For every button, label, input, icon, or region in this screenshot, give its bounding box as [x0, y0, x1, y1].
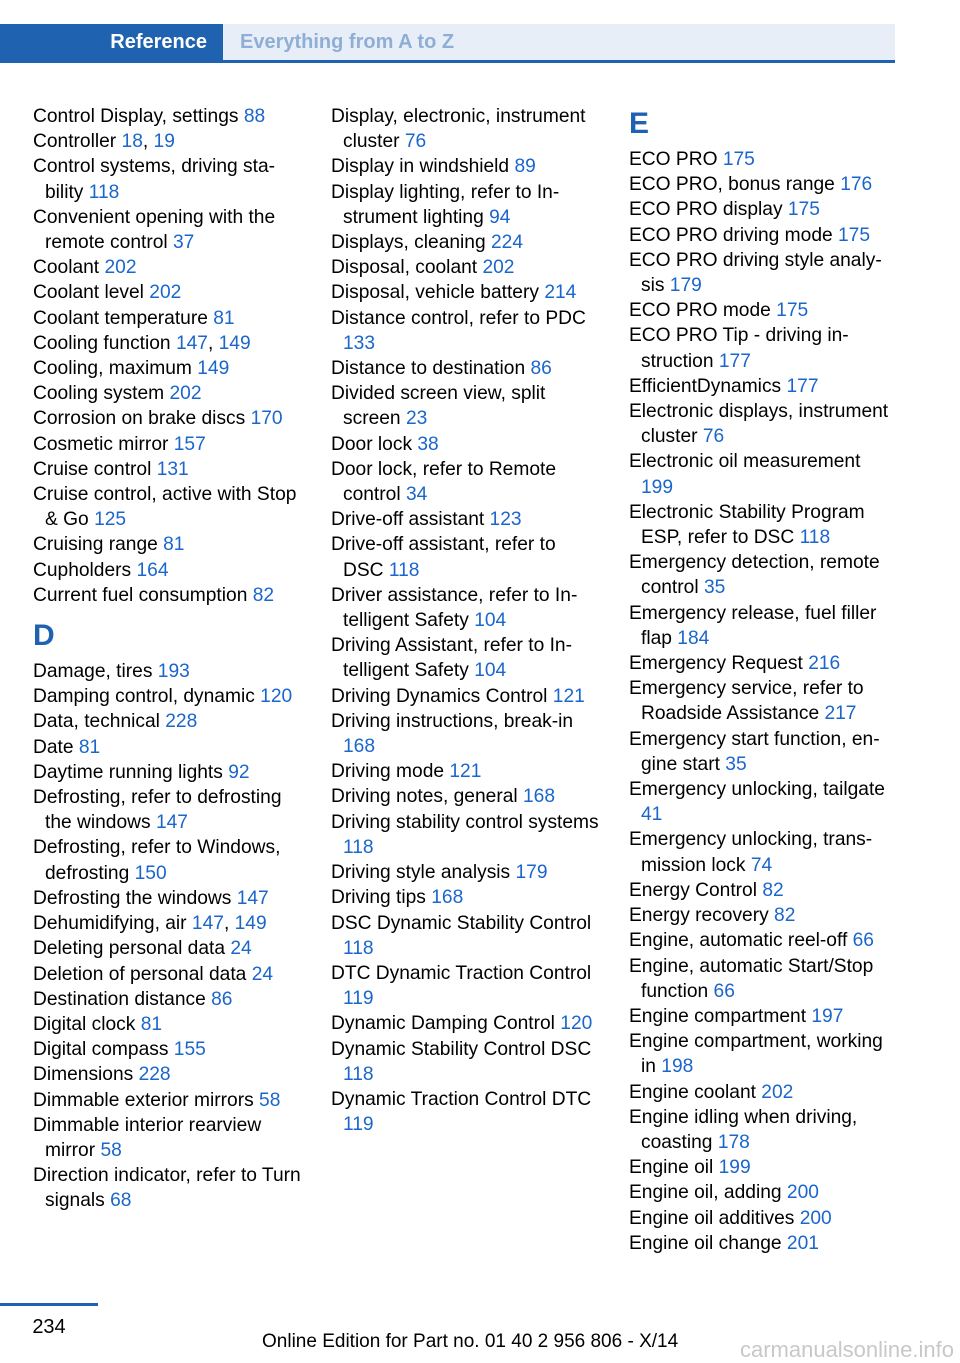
- page-link[interactable]: 164: [136, 559, 169, 581]
- index-entry: [331, 860, 601, 885]
- index-entry: [33, 482, 303, 532]
- page-link[interactable]: 121: [552, 685, 585, 707]
- index-entry: [331, 154, 601, 179]
- index-term: Electronic displays, instrument cluster: [629, 401, 889, 448]
- index-entry: [331, 280, 601, 305]
- index-entry: [629, 727, 897, 777]
- index-entry: [629, 1231, 897, 1256]
- index-entry: [629, 928, 897, 953]
- index-term: Damping control, dynamic: [33, 686, 255, 708]
- index-entry: [33, 785, 303, 835]
- index-entry: [33, 104, 303, 129]
- page-link[interactable]: 123: [489, 509, 522, 531]
- page-link[interactable]: 19: [153, 131, 175, 153]
- index-entry: [629, 550, 897, 600]
- index-term: Engine compartment: [629, 1005, 807, 1027]
- index-term: Door lock: [331, 433, 413, 455]
- index-term: Cooling function: [33, 332, 171, 354]
- page-link[interactable]: 224: [491, 232, 524, 254]
- page-link[interactable]: 202: [761, 1081, 794, 1103]
- page-link[interactable]: 177: [718, 350, 751, 372]
- section-letter: D: [33, 619, 55, 653]
- page-link[interactable]: 176: [840, 174, 873, 196]
- index-term: Convenient opening with the remote control: [33, 206, 276, 254]
- page-link[interactable]: 177: [786, 375, 819, 397]
- index-entry: [629, 399, 897, 449]
- page-link[interactable]: 92: [228, 761, 250, 783]
- page-link[interactable]: 81: [163, 534, 185, 556]
- index-term: ECO PRO driving style analysis: [629, 249, 882, 297]
- page-link[interactable]: 125: [94, 509, 127, 531]
- page-link[interactable]: 202: [482, 257, 515, 279]
- page-link[interactable]: 94: [489, 206, 511, 228]
- index-entry: [331, 759, 601, 784]
- index-entry: [331, 684, 601, 709]
- index-term: Distance control, refer to PDC: [331, 307, 586, 329]
- page-link[interactable]: 104: [474, 610, 507, 632]
- index-term: Driving mode: [331, 761, 445, 783]
- index-entry: [629, 197, 897, 222]
- page-link[interactable]: 184: [677, 627, 710, 649]
- index-entry: [331, 381, 601, 431]
- index-entry: [331, 356, 601, 381]
- page-link[interactable]: 175: [787, 199, 820, 221]
- page-link[interactable]: 18: [121, 131, 143, 153]
- index-entry: Controller 18, 19: [33, 131, 175, 153]
- page-link[interactable]: 120: [260, 686, 293, 708]
- index-entry: [629, 449, 897, 499]
- index-entry: [629, 323, 897, 373]
- index-entry: [33, 962, 303, 987]
- header-rule: [0, 60, 895, 63]
- index-entry: [629, 651, 897, 676]
- page-link[interactable]: 119: [343, 988, 374, 1010]
- index-term: Control Display, settings: [33, 106, 239, 127]
- index-entry: [33, 886, 303, 911]
- index-term: Electronic Stability Program ESP, refer to DSC: [629, 501, 865, 549]
- index-entry: [629, 1080, 897, 1105]
- index-entry: [629, 1180, 897, 1205]
- edition-note: Online Edition for Part no. 01 40 2 956 806 - X/14: [262, 1331, 679, 1352]
- index-term: Control systems, driving stability: [33, 156, 276, 203]
- index-entry: [33, 406, 303, 431]
- index-entry: [331, 230, 601, 255]
- index-term: Engine oil: [629, 1157, 714, 1179]
- index-entry: [629, 1206, 897, 1231]
- index-term: Daytime running lights: [33, 761, 223, 783]
- page-link[interactable]: 202: [104, 257, 137, 279]
- index-term: Dynamic Stability Control DSC: [331, 1038, 592, 1060]
- index-column-1: [33, 104, 303, 1214]
- index-term: Display, electronic, instrument cluster: [331, 106, 586, 153]
- index-entry: [33, 457, 303, 482]
- index-entry: [331, 885, 601, 910]
- page-link[interactable]: 118: [88, 181, 120, 203]
- page-link[interactable]: 41: [641, 804, 663, 826]
- page-link[interactable]: 201: [786, 1232, 819, 1254]
- page-link[interactable]: 179: [515, 862, 548, 884]
- index-entry: [629, 298, 897, 323]
- index-entry: [629, 1029, 897, 1079]
- index-entry: [629, 827, 897, 877]
- index-entry: [33, 1012, 303, 1037]
- page-link[interactable]: 118: [343, 937, 374, 959]
- index-term: Electronic oil measurement: [629, 451, 861, 473]
- index-entry: [33, 1088, 303, 1113]
- index-term: Drive-off assistant: [331, 509, 485, 531]
- index-term: Engine compartment, working in: [629, 1031, 883, 1078]
- page-link[interactable]: 199: [641, 476, 674, 498]
- index-entry: [33, 255, 303, 280]
- index-term: Cupholders: [33, 559, 132, 581]
- index-entry: [331, 1011, 601, 1036]
- index-entry: [629, 676, 897, 726]
- index-term: Distance to destination: [331, 358, 526, 380]
- page-link[interactable]: 81: [140, 1013, 163, 1035]
- page-link[interactable]: 199: [718, 1157, 751, 1179]
- index-term: Driving instructions, break-in: [331, 710, 574, 732]
- page-link[interactable]: 197: [811, 1005, 844, 1027]
- watermark: carmanualsonline.info: [739, 1337, 954, 1362]
- index-term: DSC Dynamic Stability Control: [331, 912, 592, 934]
- index-entry: [33, 154, 303, 204]
- index-term: DTC Dynamic Traction Control: [331, 962, 592, 984]
- page-link[interactable]: 86: [211, 988, 233, 1010]
- index-entry: [331, 180, 601, 230]
- index-term: Engine oil change: [629, 1232, 782, 1254]
- index-term: Emergency service, refer to Roadside Assistance: [629, 678, 864, 725]
- index-term: Engine oil, adding: [629, 1182, 782, 1204]
- page-link[interactable]: 168: [431, 887, 464, 909]
- page-link[interactable]: 82: [774, 905, 796, 927]
- index-term: ECO PRO: [629, 149, 718, 170]
- index-entry: [629, 954, 897, 1004]
- index-entry: Cooling function 147, 149: [33, 332, 251, 354]
- page-link[interactable]: 66: [852, 930, 874, 952]
- page-link[interactable]: 118: [343, 1063, 374, 1085]
- index-entry: [331, 1037, 601, 1087]
- page-link[interactable]: 147: [236, 887, 269, 909]
- page-link[interactable]: 200: [799, 1207, 832, 1229]
- index-term: ECO PRO driving mode: [629, 224, 833, 246]
- index-entry: [331, 306, 601, 356]
- page-link[interactable]: 120: [560, 1013, 593, 1035]
- index-entry: [331, 633, 601, 683]
- index-term: Defrosting the windows: [33, 887, 232, 909]
- page-link[interactable]: 88: [243, 106, 266, 127]
- index-term: Dynamic Traction Control DTC: [331, 1088, 592, 1110]
- page-link[interactable]: 133: [343, 332, 376, 354]
- index-entry: [629, 374, 897, 399]
- page-link[interactable]: 198: [661, 1056, 694, 1078]
- index-term: Disposal, coolant: [331, 257, 478, 279]
- page-link[interactable]: 121: [449, 761, 482, 783]
- page-link[interactable]: 193: [157, 661, 190, 683]
- index-entry: [331, 432, 601, 457]
- page-link[interactable]: 147: [191, 913, 224, 935]
- page-number: 234: [32, 1316, 66, 1338]
- index-term: Driving notes, general: [331, 786, 518, 808]
- index-term: ECO PRO mode: [629, 300, 771, 322]
- page-link[interactable]: 149: [218, 332, 251, 354]
- index-term: Display lighting, refer to Instrument lighting: [331, 181, 560, 228]
- page-link[interactable]: 131: [156, 458, 189, 480]
- index-entry: [33, 1113, 303, 1163]
- page-link[interactable]: 82: [762, 879, 784, 901]
- page-link[interactable]: 168: [523, 786, 556, 808]
- index-entry: [629, 601, 897, 651]
- index-term: Date: [33, 736, 74, 758]
- index-entry: [33, 735, 303, 760]
- page-link[interactable]: 81: [78, 736, 101, 758]
- index-column-3: [629, 104, 897, 1256]
- index-entry: [629, 223, 897, 248]
- index-term: Engine oil additives: [629, 1207, 795, 1229]
- index-entry: [33, 558, 303, 583]
- page-link[interactable]: 214: [544, 282, 577, 304]
- index-term: Engine idling when driving, coasting: [629, 1106, 858, 1153]
- index-entry: [33, 306, 303, 331]
- index-term: Coolant temperature: [33, 307, 208, 329]
- page-link[interactable]: 58: [100, 1139, 122, 1161]
- index-term: Current fuel consumption: [33, 584, 248, 606]
- index-term: Emergency start function, engine start: [629, 728, 880, 775]
- index-entry: [33, 280, 303, 305]
- page-link[interactable]: 23: [405, 408, 428, 430]
- index-entry: [629, 777, 897, 827]
- index-term: Coolant level: [33, 282, 144, 304]
- index-term: Driving Dynamics Control: [331, 685, 548, 707]
- index-term: Emergency Request: [629, 653, 803, 675]
- page-link[interactable]: 157: [173, 433, 206, 455]
- index-term: Emergency unlocking, transmission lock: [629, 829, 873, 876]
- index-entry: [33, 1062, 303, 1087]
- index-entry: [33, 356, 303, 381]
- index-term: ECO PRO Tip - driving instruction: [629, 325, 849, 372]
- index-term: Defrosting, refer to Windows, defrosting: [33, 837, 281, 884]
- index-term: Drive-off assistant, refer to DSC: [331, 534, 556, 581]
- index-entry: [629, 500, 897, 550]
- page-link[interactable]: 104: [474, 660, 507, 682]
- index-term: Deleting personal data: [33, 938, 226, 960]
- index-entry: [331, 583, 601, 633]
- index-term: Cruise control: [33, 458, 152, 480]
- index-entry: Dehumidifying, air 147, 149: [33, 913, 267, 935]
- index-term: Digital clock: [33, 1013, 136, 1035]
- page-link[interactable]: 76: [702, 426, 725, 448]
- section-tab-reference[interactable]: Reference: [0, 24, 223, 60]
- index-entry: [33, 432, 303, 457]
- index-entry: [629, 248, 897, 298]
- index-entry: [629, 878, 897, 903]
- page-link[interactable]: 216: [808, 653, 841, 675]
- index-term: Defrosting, refer to defrosting the windows: [33, 787, 282, 834]
- index-entry: [33, 381, 303, 406]
- page-link[interactable]: 118: [799, 527, 831, 549]
- page-link[interactable]: 228: [138, 1064, 171, 1086]
- index-term: Cosmetic mirror: [33, 433, 169, 455]
- page-header: [0, 24, 895, 62]
- page-link[interactable]: 202: [149, 282, 182, 304]
- index-term: Emergency detection, remote control: [629, 552, 880, 599]
- index-term: Cooling, maximum: [33, 358, 192, 380]
- index-term: Dimmable exterior mirrors: [33, 1089, 254, 1111]
- index-entry: [33, 205, 303, 255]
- index-entry: [33, 709, 303, 734]
- index-term: Emergency unlocking, tailgate: [629, 779, 885, 801]
- index-term: Damage, tires: [33, 661, 153, 683]
- page-link[interactable]: 149: [197, 358, 230, 380]
- index-entry: [629, 1155, 897, 1180]
- index-term: Dimmable interior rearview mirror: [33, 1114, 262, 1161]
- index-term: Dehumidifying, air: [33, 913, 187, 935]
- index-entry: [33, 1037, 303, 1062]
- index-term: Driving Assistant, refer to Intelligent Safety: [331, 635, 572, 682]
- index-term: Door lock, refer to Remote control: [331, 458, 557, 506]
- index-term: Engine, automatic Start/Stop function: [629, 955, 874, 1002]
- page-link[interactable]: 38: [417, 433, 439, 455]
- page-link[interactable]: 58: [259, 1089, 281, 1111]
- page-link[interactable]: 150: [134, 862, 167, 884]
- page-link[interactable]: 118: [343, 836, 374, 858]
- index-term: Dimensions: [33, 1064, 134, 1086]
- index-entry: [33, 760, 303, 785]
- page-link[interactable]: 179: [669, 275, 702, 297]
- page-link[interactable]: 74: [750, 854, 773, 876]
- page-link[interactable]: 170: [250, 408, 283, 430]
- index-entry: [629, 147, 897, 172]
- page-link[interactable]: 228: [165, 711, 198, 733]
- index-entry: [331, 457, 601, 507]
- page-link[interactable]: 155: [173, 1039, 206, 1061]
- index-entry: [629, 1004, 897, 1029]
- page-link[interactable]: 34: [405, 484, 428, 506]
- section-letter: E: [629, 107, 650, 140]
- page-link[interactable]: 86: [530, 358, 552, 380]
- page-link[interactable]: 81: [213, 307, 235, 329]
- page-link[interactable]: 119: [343, 1114, 374, 1136]
- page-link[interactable]: 217: [824, 703, 857, 725]
- index-term: Cruising range: [33, 534, 158, 556]
- index-entry: [33, 1163, 303, 1213]
- index-entry: [33, 987, 303, 1012]
- index-term: Energy Control: [629, 879, 757, 901]
- index-term: Cooling system: [33, 383, 165, 405]
- index-term: Divided screen view, split screen: [331, 383, 546, 430]
- index-term: ECO PRO, bonus range: [629, 174, 835, 196]
- index-entry: [331, 810, 601, 860]
- page-link[interactable]: 118: [388, 559, 420, 581]
- index-entry: [33, 684, 303, 709]
- index-entry: [331, 961, 601, 1011]
- page-link[interactable]: 168: [343, 736, 376, 758]
- page-link[interactable]: 35: [725, 753, 747, 775]
- index-entry: [629, 903, 897, 928]
- index-entry: [629, 1105, 897, 1155]
- page-link[interactable]: 147: [175, 332, 208, 354]
- index-term: Cruise control, active with Stop & Go: [33, 484, 297, 531]
- page-link[interactable]: 89: [514, 156, 536, 178]
- page-link[interactable]: 175: [776, 300, 809, 322]
- index-term: Engine, automatic reel-off: [629, 930, 848, 952]
- index-term: Driving style analysis: [331, 862, 511, 884]
- index-column-2: [331, 104, 601, 1137]
- page-link[interactable]: 35: [703, 577, 726, 599]
- index-term: Data, technical: [33, 711, 160, 733]
- footer-rule: [0, 1303, 98, 1306]
- index-entry: [629, 172, 897, 197]
- page-link[interactable]: 147: [155, 812, 188, 834]
- index-term: Emergency release, fuel filler flap: [629, 602, 877, 649]
- index-term: Display in windshield: [331, 156, 510, 178]
- page-link[interactable]: 175: [838, 224, 871, 246]
- page-link[interactable]: 175: [722, 149, 755, 170]
- index-term: Disposal, vehicle battery: [331, 282, 539, 304]
- index-entry: [331, 911, 601, 961]
- index-entry: [33, 532, 303, 557]
- page-link[interactable]: 82: [252, 584, 275, 606]
- page-link[interactable]: 200: [786, 1182, 819, 1204]
- index-term: Controller: [33, 131, 117, 153]
- index-entry: [331, 709, 601, 759]
- page-link[interactable]: 202: [169, 383, 202, 405]
- index-term: Driving stability control systems: [331, 811, 599, 833]
- index-entry: [331, 1087, 601, 1137]
- page-link[interactable]: 24: [251, 963, 274, 985]
- page-link[interactable]: 68: [110, 1190, 132, 1212]
- index-entry: [331, 532, 601, 582]
- index-term: Driver assistance, refer to Intelligent Safety: [331, 584, 578, 632]
- index-term: EfficientDynamics: [629, 375, 782, 397]
- index-term: ECO PRO display: [629, 199, 783, 221]
- index-term: Driving tips: [331, 887, 426, 909]
- page-link[interactable]: 37: [172, 232, 195, 254]
- index-entry: [33, 936, 303, 961]
- index-entry: [33, 583, 303, 608]
- index-term: Dynamic Damping Control: [331, 1013, 555, 1035]
- subsection-tab-a-to-z[interactable]: Everything from A to Z: [223, 24, 895, 60]
- index-term: Energy recovery: [629, 905, 769, 927]
- index-term: Direction indicator, refer to Turn signals: [33, 1165, 301, 1212]
- index-entry: [331, 507, 601, 532]
- index-entry: [331, 784, 601, 809]
- index-entry: [331, 255, 601, 280]
- index-entry: [33, 659, 303, 684]
- index-term: Destination distance: [33, 988, 206, 1010]
- index-term: Displays, cleaning: [331, 232, 486, 254]
- page-link[interactable]: 178: [717, 1131, 750, 1153]
- index-term: Corrosion on brake discs: [33, 408, 246, 430]
- index-term: Deletion of personal data: [33, 963, 247, 985]
- page-link[interactable]: 24: [230, 938, 252, 960]
- index-term: Coolant: [33, 257, 100, 279]
- page-link[interactable]: 66: [713, 980, 735, 1002]
- index-entry: [331, 104, 601, 154]
- page-link[interactable]: 76: [404, 131, 427, 153]
- index-entry: [33, 835, 303, 885]
- index-term: Engine coolant: [629, 1081, 756, 1103]
- page-link[interactable]: 149: [234, 913, 267, 935]
- index-term: Digital compass: [33, 1039, 169, 1061]
